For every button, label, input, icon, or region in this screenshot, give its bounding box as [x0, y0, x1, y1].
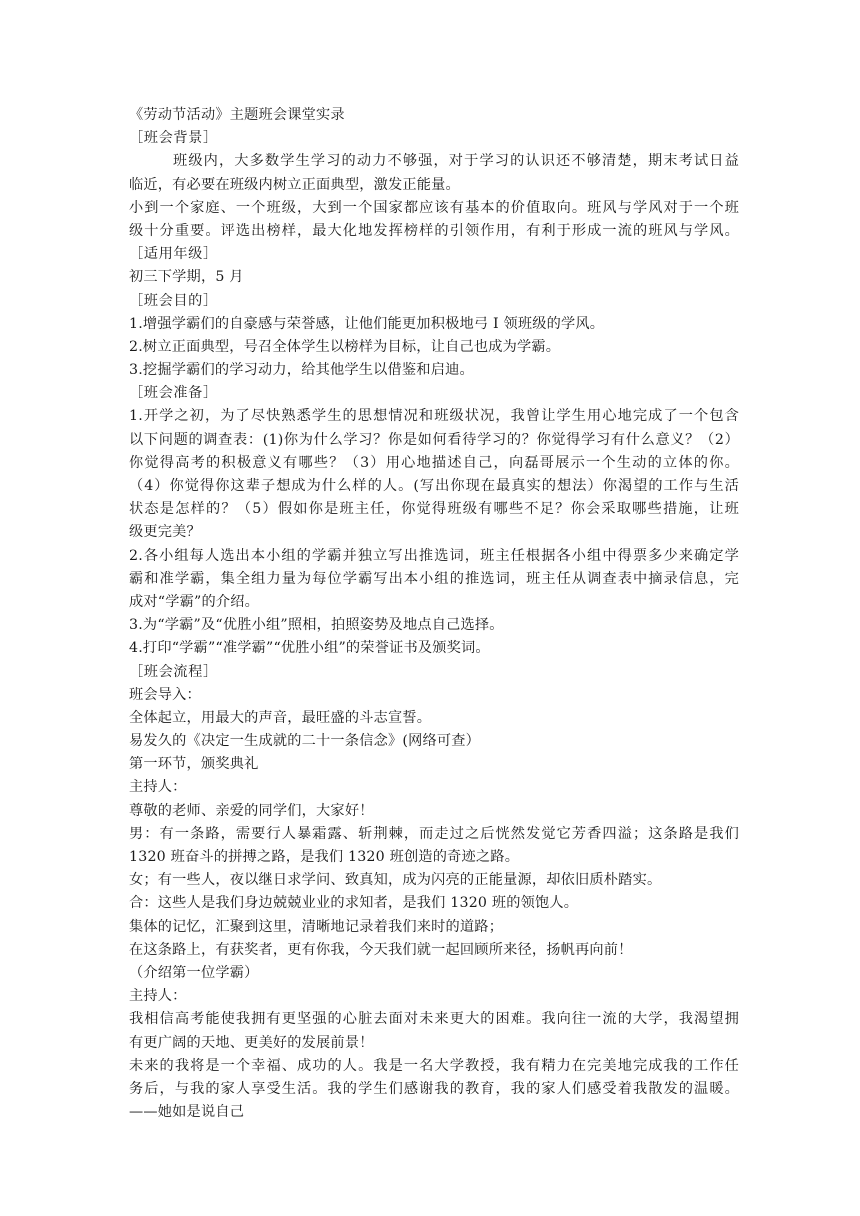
text-line: 4.打印“学霸”“准学霸”“优胜小组”的荣誉证书及颁奖词。	[129, 640, 490, 657]
text-line: 3.为“学霸”及“优胜小组”照相，拍照姿势及地点自己选择。	[129, 617, 504, 634]
text-line: 1320 班奋斗的拼搏之路，是我们 1320 班创造的奇迹之路。	[129, 849, 520, 865]
text-line: 在这条路上，有获奖者，更有你我，今天我们就一起回顾所来径，扬帆再向前！	[129, 941, 633, 958]
text-line: 霸和准学霸，集全组力量为每位学霸写出本小组的推选词，班主任从调查表中摘录信息，完	[129, 570, 739, 587]
text-line: （4）你觉得你这辈子想成为什么样的人。(写出你现在最真实的想法）你渴望的工作与生活	[129, 478, 739, 494]
text-line: 主持人：	[129, 779, 187, 796]
document-body	[129, 104, 739, 1124]
text-line: ——她如是说自己	[129, 1104, 245, 1121]
section-heading: ［班会流程］	[129, 663, 218, 680]
text-line: 合：这些人是我们身边兢兢业业的求知者，是我们 1320 班的领饱人。	[129, 895, 579, 912]
text-line: 未来的我将是一个幸福、成功的人。我是一名大学教授，我有精力在完美地完成我的工作任	[129, 1057, 739, 1074]
text-line: 班级内，大多数学生学习的动力不够强，对于学习的认识还不够清楚，期末考试日益	[173, 153, 739, 170]
text-line: 我相信高考能使我拥有更坚强的心脏去面对未来更大的困难。我向往一流的大学，我渴望拥	[129, 1011, 739, 1028]
section-heading: ［班会目的］	[129, 292, 218, 309]
text-line: 有更广阔的天地、更美好的发展前景！	[129, 1034, 374, 1051]
text-line: 尊敬的老师、亲爱的同学们，大家好！	[129, 802, 374, 819]
section-heading: ［班会准备］	[129, 385, 218, 402]
text-line: 1.开学之初，为了尽快熟悉学生的思想情况和班级状况，我曾让学生用心地完成了一个包含	[129, 408, 739, 425]
text-line: 你觉得高考的积极意义有哪些？（3）用心地描述自己，向磊哥展示一个生动的立体的你。	[129, 454, 739, 471]
text-line: 级十分重要。评选出榜样，最大化地发挥榜样的引领作用，有利于形成一流的班风与学风。	[129, 222, 739, 239]
text-line: 状态是怎样的？（5）假如你是班主任，你觉得班级有哪些不足？你会采取哪些措施，让班	[129, 501, 739, 518]
text-line: 易发久的《决定一生成就的二十一条信念》(网络可查）	[129, 733, 481, 750]
text-line: 3.挖掘学霸们的学习动力，给其他学生以借鉴和启迪。	[129, 362, 474, 379]
text-line: 2.各小组每人选出本小组的学霸并独立写出推选词，班主任根据各小组中得票多少来确定学	[129, 547, 739, 564]
text-line: 以下问题的调查表：(1)你为什么学习？你是如何看待学习的？你觉得学习有什么意义？（2）	[129, 431, 739, 448]
section-heading: ［适用年级］	[129, 246, 218, 263]
section-heading: ［班会背景］	[129, 130, 218, 147]
text-line: 班会导入：	[129, 686, 201, 703]
text-line: 小到一个家庭、一个班级，大到一个国家都应该有基本的价值取向。班风与学风对于一个班	[129, 199, 739, 216]
text-line: 初三下学期，5 月	[129, 269, 244, 286]
text-line: （介绍第一位学霸）	[129, 964, 259, 981]
text-line: 级更完美？	[129, 524, 201, 541]
document-title: 《劳动节活动》主题班会课堂实录	[129, 107, 345, 123]
text-line: 成对“学霸”的介绍。	[129, 593, 260, 610]
text-line: 女；有一些人，夜以继日求学问、致真知，成为闪亮的正能量源，却依旧质朴踏实。	[129, 872, 662, 889]
text-line: 临近，有必要在班级内树立正面典型，激发正能量。	[129, 176, 460, 193]
text-line: 1.增强学霸们的自豪感与荣誉感，让他们能更加积极地弓 I 领班级的学风。	[129, 315, 605, 332]
text-line: 集体的记忆，汇聚到这里，清晰地记录着我们来时的道路；	[129, 918, 504, 935]
text-line: 男：有一条路，需要行人暴霜露、斩荆棘，而走过之后恍然发觉它芳香四溢；这条路是我们	[129, 825, 739, 842]
text-line: 务后，与我的家人享受生活。我的学生们感谢我的教育，我的家人们感受着我散发的温暖。	[129, 1080, 739, 1097]
text-line: 第一环节，颁奖典礼	[129, 756, 259, 773]
text-line: 全体起立，用最大的声音，最旺盛的斗志宣誓。	[129, 709, 432, 726]
text-line: 主持人：	[129, 988, 187, 1005]
text-line: 2.树立正面典型，号召全体学生以榜样为目标，让自己也成为学霸。	[129, 338, 561, 355]
